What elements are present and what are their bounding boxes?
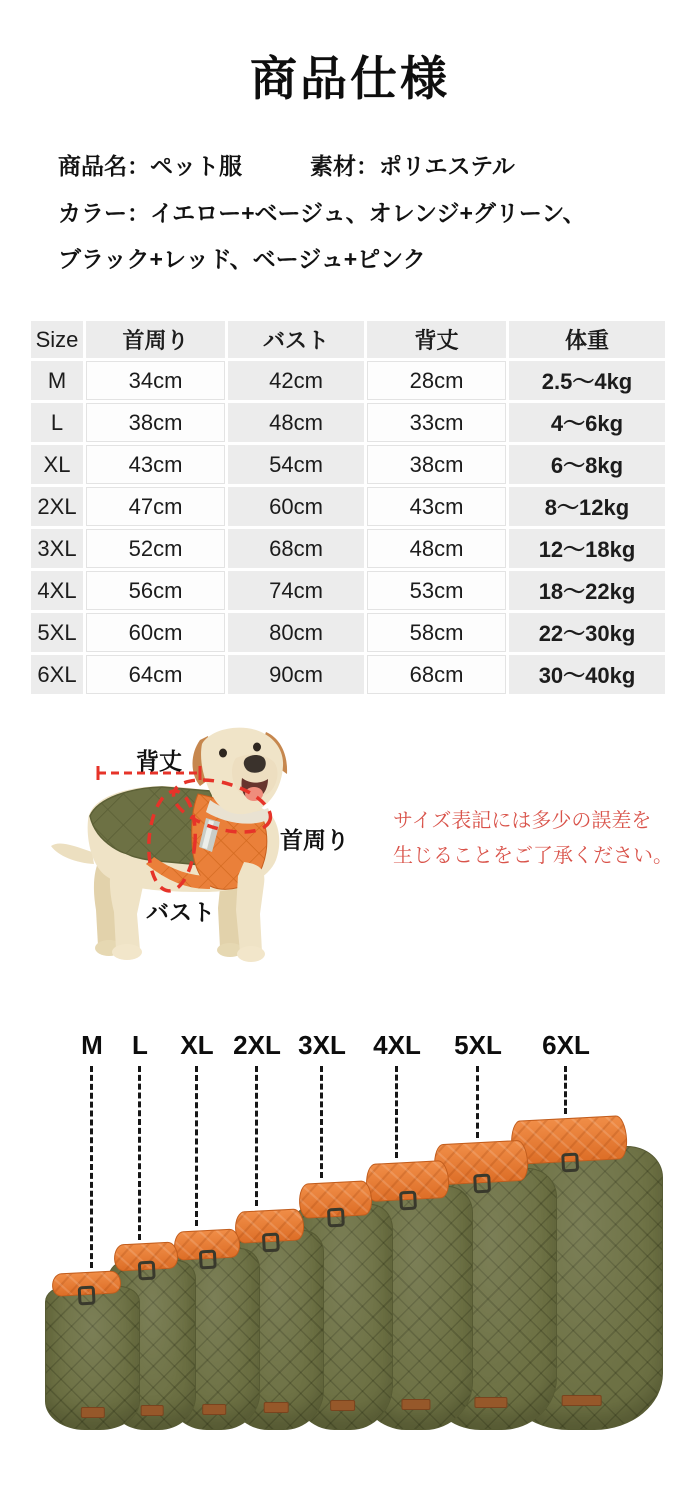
col-header-bust: バスト: [228, 321, 364, 358]
size-cell: 5XL: [31, 613, 83, 652]
size-disclaimer-note: [393, 804, 693, 874]
product-material-text: 素材：ポリエステル: [310, 153, 515, 179]
size-pointer-line-4xl: [395, 1066, 398, 1158]
size-label-2xl: 2XL: [233, 1030, 281, 1060]
neck-cell: 52cm: [86, 529, 225, 568]
note-line1: サイズ表記には多少の誤差を: [393, 810, 652, 832]
size-label-m: M: [81, 1030, 103, 1060]
bust-cell: 54cm: [228, 445, 364, 484]
jacket-collar: [51, 1270, 121, 1297]
back-cell: 48cm: [367, 529, 506, 568]
size-pointer-line-l: [138, 1066, 141, 1240]
bust-cell: 48cm: [228, 403, 364, 442]
neck-cell: 34cm: [86, 361, 225, 400]
size-label-3xl: 3XL: [298, 1030, 346, 1060]
bust-label: バスト: [146, 899, 215, 925]
col-header-neck: 首周り: [86, 321, 225, 358]
table-row: [31, 487, 665, 526]
size-label-6xl: 6XL: [542, 1030, 590, 1060]
size-cell: 4XL: [31, 571, 83, 610]
weight-cell: 22〜30kg: [509, 613, 665, 652]
neck-cell: 38cm: [86, 403, 225, 442]
weight-cell: 12〜18kg: [509, 529, 665, 568]
table-row: [31, 445, 665, 484]
back-cell: 33cm: [367, 403, 506, 442]
jacket-body: [45, 1286, 140, 1430]
size-pointer-line-xl: [195, 1066, 198, 1226]
bust-cell: 74cm: [228, 571, 364, 610]
weight-cell: 4〜6kg: [509, 403, 665, 442]
weight-cell: 8〜12kg: [509, 487, 665, 526]
weight-cell: 18〜22kg: [509, 571, 665, 610]
size-cell: XL: [31, 445, 83, 484]
size-comparison-figure: [0, 1025, 700, 1465]
dog-nose: [244, 755, 266, 773]
weight-cell: 30〜40kg: [509, 655, 665, 694]
size-cell: L: [31, 403, 83, 442]
table-row: [31, 403, 665, 442]
size-label-5xl: 5XL: [454, 1030, 502, 1060]
back-cell: 58cm: [367, 613, 506, 652]
back-length-label: 背丈: [136, 748, 182, 774]
size-pointer-line-6xl: [564, 1066, 567, 1114]
neck-cell: 47cm: [86, 487, 225, 526]
product-color-line1: カラー：イエロー+ベージュ、オレンジ+グリーン、: [58, 200, 586, 226]
neck-cell: 60cm: [86, 613, 225, 652]
size-cell: 2XL: [31, 487, 83, 526]
size-table-header-row: [31, 321, 665, 358]
bust-cell: 68cm: [228, 529, 364, 568]
size-label-4xl: 4XL: [373, 1030, 421, 1060]
bust-cell: 42cm: [228, 361, 364, 400]
table-row: [31, 361, 665, 400]
back-cell: 68cm: [367, 655, 506, 694]
note-line2: 生じることをご了承ください。: [393, 845, 673, 867]
back-cell: 38cm: [367, 445, 506, 484]
bust-cell: 90cm: [228, 655, 364, 694]
size-table: [28, 318, 668, 697]
jacket-collar: [113, 1241, 178, 1272]
product-color-line2: ブラック+レッド、ベージュ+ピンク: [58, 246, 426, 272]
col-header-weight: 体重: [509, 321, 665, 358]
neck-cell: 56cm: [86, 571, 225, 610]
size-pointer-line-5xl: [476, 1066, 479, 1138]
neck-cell: 43cm: [86, 445, 225, 484]
back-cell: 53cm: [367, 571, 506, 610]
size-cell: M: [31, 361, 83, 400]
jacket-m: [45, 1272, 140, 1430]
page-title: 商品仕様: [250, 52, 450, 105]
neck-cell: 64cm: [86, 655, 225, 694]
size-label-l: L: [132, 1030, 148, 1060]
product-name-text: 商品名：ペット服: [58, 153, 242, 179]
col-header-back: 背丈: [367, 321, 506, 358]
size-cell: 3XL: [31, 529, 83, 568]
table-row: [31, 655, 665, 694]
size-pointer-line-2xl: [255, 1066, 258, 1206]
table-row: [31, 529, 665, 568]
size-cell: 6XL: [31, 655, 83, 694]
neck-label: 首周り: [280, 827, 349, 853]
table-row: [31, 613, 665, 652]
bust-cell: 80cm: [228, 613, 364, 652]
back-cell: 28cm: [367, 361, 506, 400]
size-pointer-line-m: [90, 1066, 93, 1268]
weight-cell: 6〜8kg: [509, 445, 665, 484]
back-cell: 43cm: [367, 487, 506, 526]
weight-cell: 2.5〜4kg: [509, 361, 665, 400]
table-row: [31, 571, 665, 610]
size-label-xl: XL: [180, 1030, 214, 1060]
col-header-size: Size: [31, 321, 83, 358]
bust-cell: 60cm: [228, 487, 364, 526]
size-pointer-line-3xl: [320, 1066, 323, 1178]
